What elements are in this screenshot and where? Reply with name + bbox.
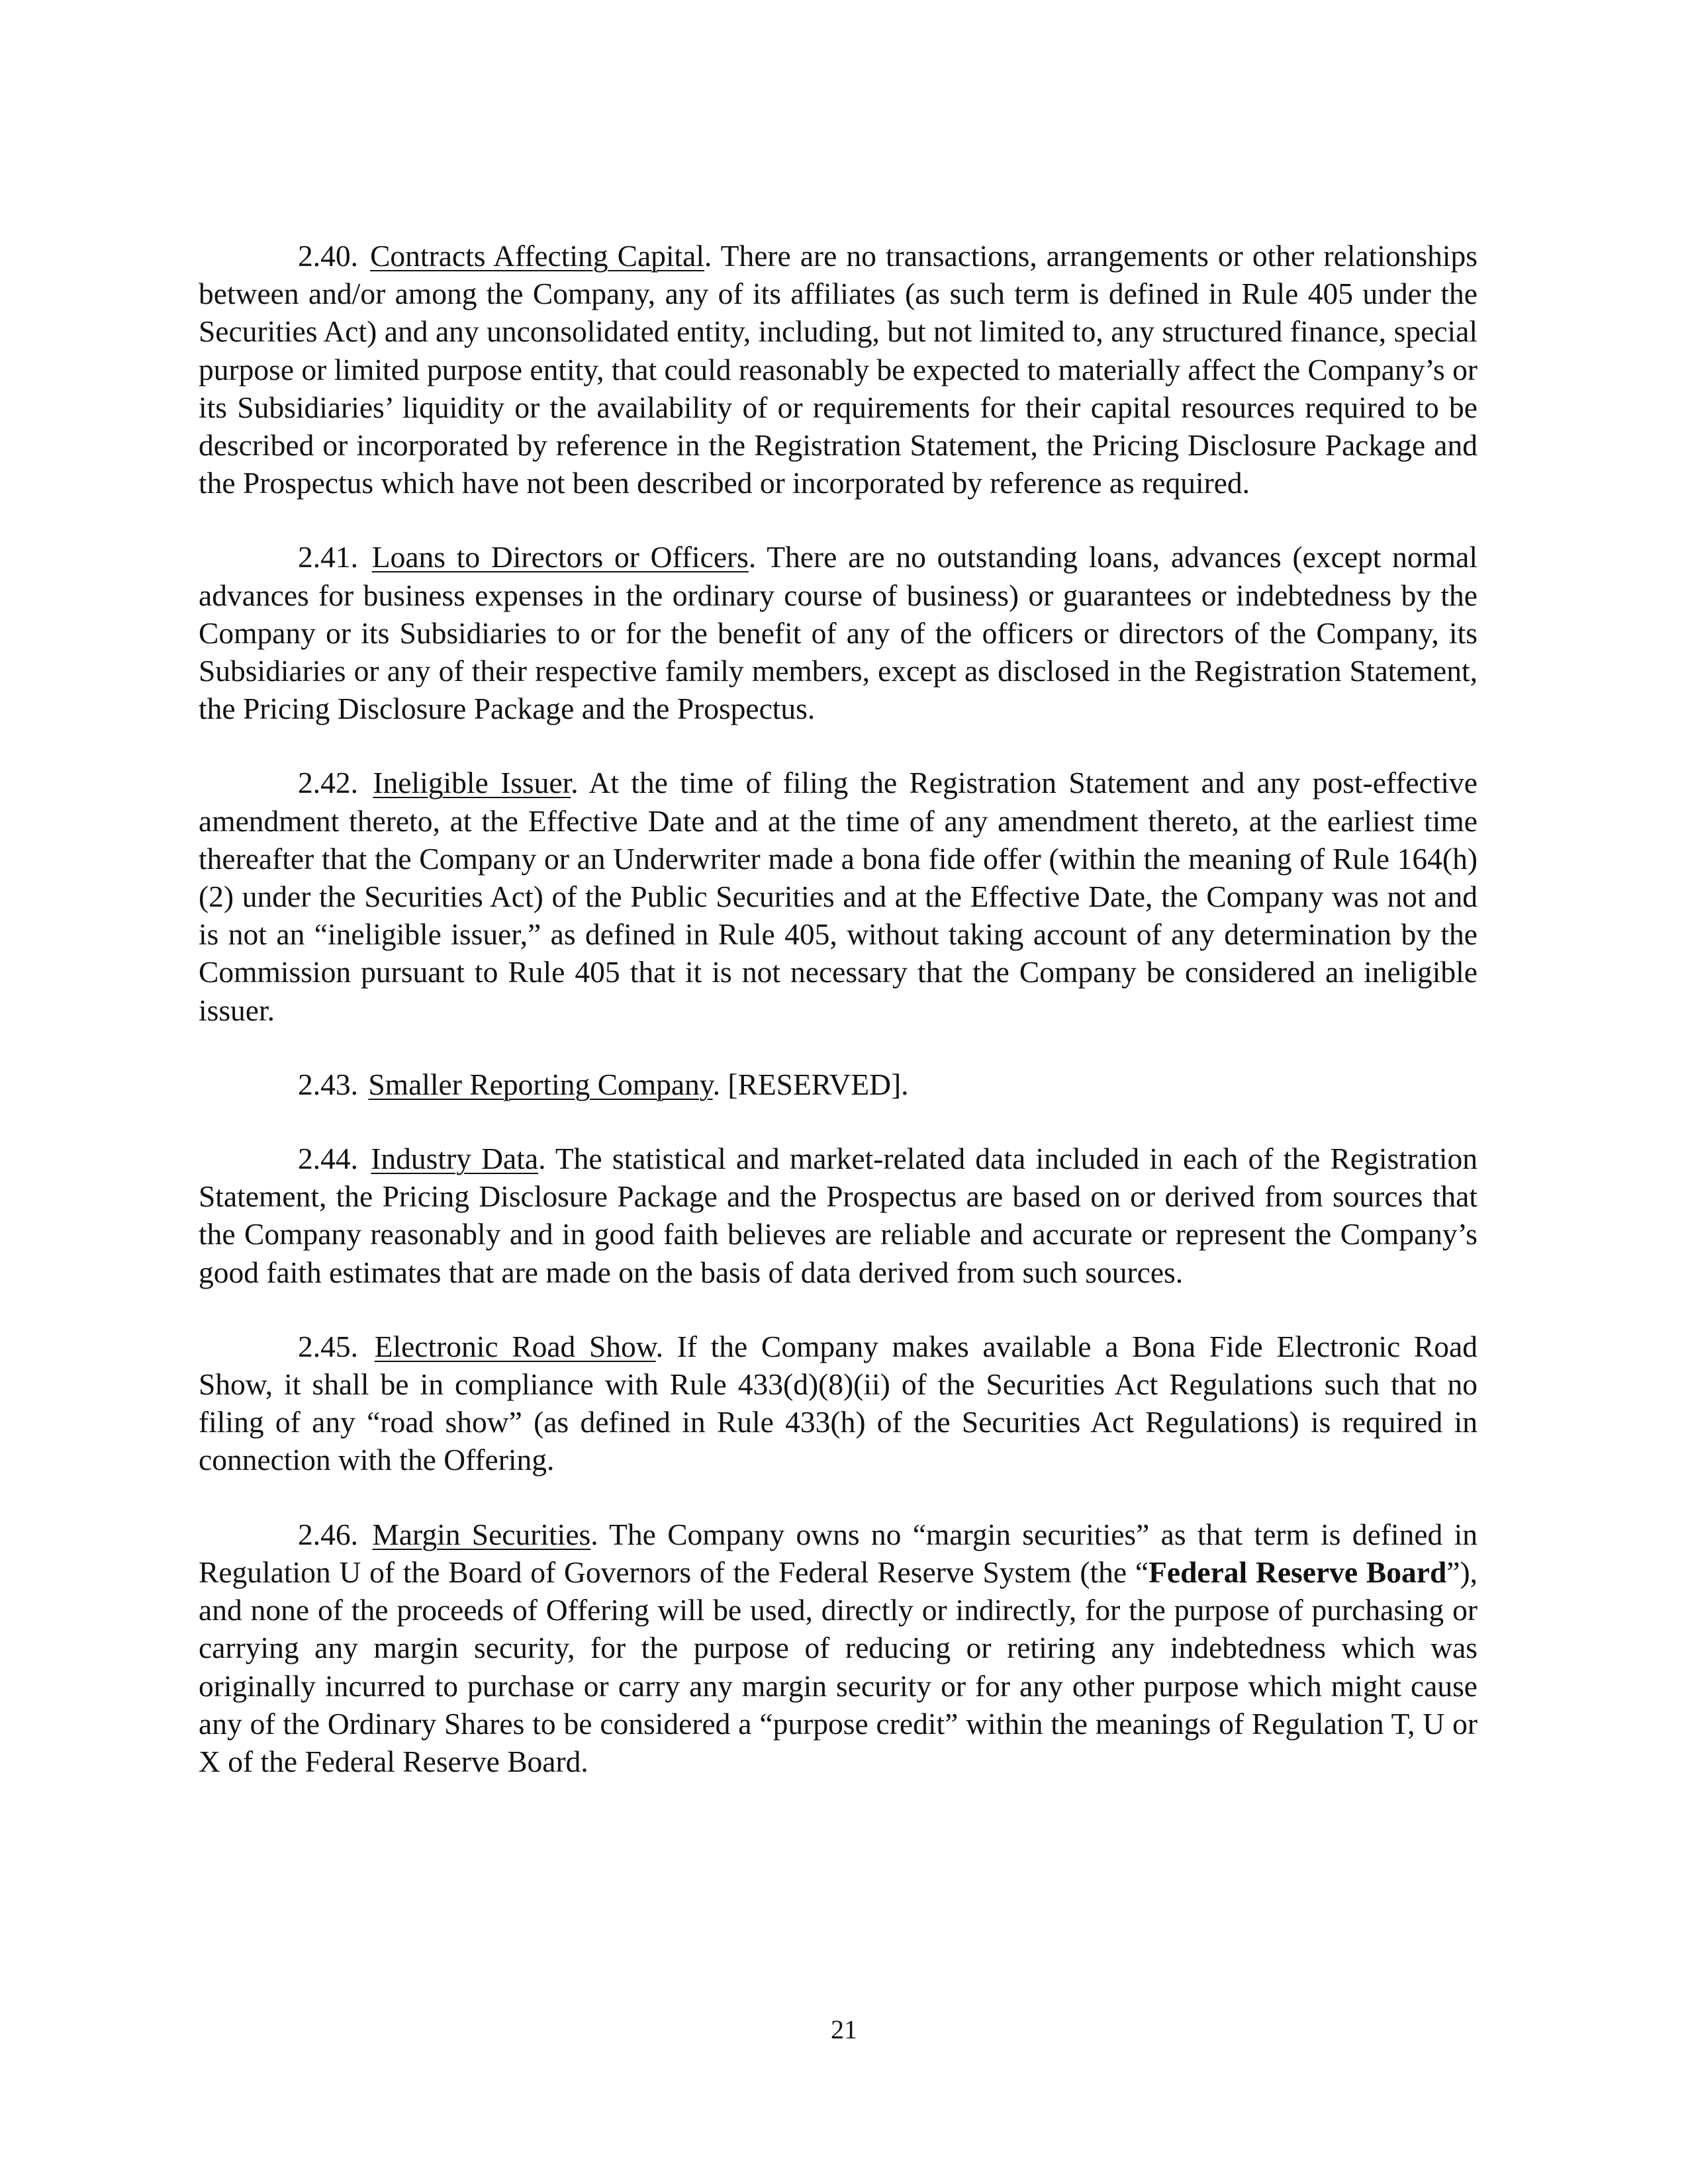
section-heading: Electronic Road Show [374,1329,656,1363]
section-heading: Smaller Reporting Company [368,1067,713,1101]
section-number: 2.46. [298,1517,358,1551]
section-body: . There are no outstanding loans, advances (except normal advances for business expenses in the ordinary course of business) or guarantees or indebtedness by the Company or its Subsidiaries to or for the benefit of any of the officers or directors of the Company, its Subsidiaries or any of their respective family members, except as disclosed in the Registration Statement, the Pricing Disclosure Package and the Prospectus. [199,540,1478,726]
section-heading: Contracts Affecting Capital [370,239,705,273]
section-number: 2.40. [298,239,358,273]
section-2-43 [199,1066,1477,1103]
section-2-45 [199,1328,1477,1479]
section-body-after: ”), and none of the proceeds of Offering will be used, directly or indirectly, for the purpose of purchasing or carrying any margin security, for the purpose of reducing or retiring any indebtedness which was originally incurred to purchase or carry any margin security or for any other purpose which might cause any of the Ordinary Shares to be considered a “purpose credit” within the meanings of Regulation T, U or X of the Federal Reserve Board. [199,1555,1477,1778]
section-body: . If the Company makes available a Bona Fide Electronic Road Show, it shall be in compliance with Rule 433(d)(8)(ii) of the Securities Act Regulations such that no filing of any “road show” (as defined in Rule 433(h) of the Securities Act Regulations) is required in connection with the Offering. [199,1329,1477,1477]
section-heading: Ineligible Issuer [373,766,571,800]
document-body [199,237,1477,1817]
section-heading: Margin Securities [372,1517,591,1551]
section-body: . There are no transactions, arrangements or other relationships between and/or among the Company, any of its affiliates (as such term is defined in Rule 405 under the Securities Act) and any unconsolidated entity, including, but not limited to, any structured finance, special purpose or limited purpose entity, that could reasonably be expected to materially affect the Company’s or its Subsidiaries’ liquidity or the availability of or requirements for their capital resources required to be described or incorporated by reference in the Registration Statement, the Pricing Disclosure Package and the Prospectus which have not been described or incorporated by reference as required. [199,239,1477,500]
section-number: 2.43. [298,1067,358,1101]
section-body: . At the time of filing the Registration Statement and any post-effective amendment thereto, at the Effective Date and at the time of any amendment thereto, at the earliest time thereafter that the Company or an Underwriter made a bona fide offer (within the meaning of Rule 164(h)(2) under the Securities Act) of the Public Securities and at the Effective Date, the Company was not and is not an “ineligible issuer,” as defined in Rule 405, without taking account of any determination by the Commission pursuant to Rule 405 that it is not necessary that the Company be considered an ineligible issuer. [199,766,1478,1027]
section-body-before: . The Company owns no “margin securities” as that term is defined in Regulation U of the Board of Governors of the Federal Reserve System (the “ [199,1517,1478,1589]
section-2-41 [199,538,1477,727]
section-heading: Industry Data [371,1142,539,1176]
section-body: . The statistical and market-related data included in each of the Registration Statement, the Pricing Disclosure Package and the Prospectus are based on or derived from sources that the Company reasonably and in good faith believes are reliable and accurate or represent the Company’s good faith estimates that are made on the basis of data derived from such sources. [199,1142,1478,1289]
section-number: 2.44. [298,1142,358,1176]
section-number: 2.41. [298,540,358,574]
section-number: 2.42. [298,766,358,800]
section-heading: Loans to Directors or Officers [371,540,749,574]
defined-term: Federal Reserve Board [1149,1555,1447,1589]
section-2-40 [199,237,1477,502]
section-2-44 [199,1140,1477,1291]
section-2-42 [199,764,1477,1028]
section-number: 2.45. [298,1329,358,1363]
section-body: . [RESERVED]. [712,1067,909,1101]
section-2-46 [199,1516,1477,1780]
page-number: 21 [831,2015,857,2044]
